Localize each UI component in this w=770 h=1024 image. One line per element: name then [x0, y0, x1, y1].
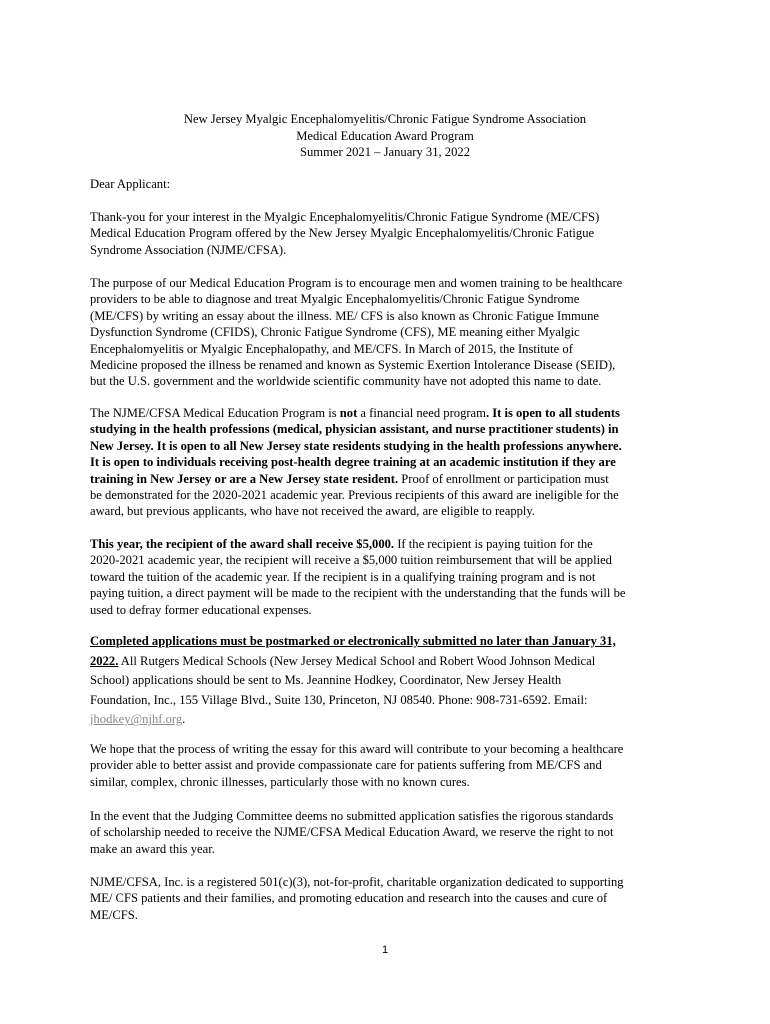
paragraph-line: The purpose of our Medical Education Program is to encourage men and women training to be healthcare [90, 276, 623, 290]
paragraph-line: ME/CFS. [90, 907, 138, 922]
paragraph-line: award, but previous applicants, who have not received the award, are eligible to reapply. [90, 504, 536, 519]
deadline-emphasis: Completed applications must be postmarked or electronically submitted no later than January 31, [90, 634, 616, 648]
paragraph-line: School) applications should be sent to Ms. Jeannine Hodkey, Coordinator, New Jersey Health [90, 673, 562, 688]
paragraph-line: NJME/CFSA, Inc. is a registered 501(c)(3), not-for-profit, charitable organization dedicated to supporting [90, 875, 624, 889]
paragraph-line: but the U.S. government and the worldwide scientific community have not adopted this name to date. [90, 374, 602, 389]
paragraph-line: In the event that the Judging Committee deems no submitted application satisfies the rigorous standards [90, 809, 614, 823]
paragraph-line: toward the tuition of the academic year. If the recipient is in a qualifying training program and is not [90, 569, 596, 584]
paragraph-line: It is open to individuals receiving post-health degree training at an academic institution if they are [90, 455, 616, 470]
paragraph-line: We hope that the process of writing the essay for this award will contribute to your becoming a healthcare [90, 742, 624, 756]
paragraph-line: (ME/CFS) by writing an essay about the illness. ME/ CFS is also known as Chronic Fatigue Immune [90, 308, 599, 323]
salutation [90, 176, 690, 192]
text-run: Proof of enrollment or participation must [398, 471, 609, 486]
paragraph-organization [90, 874, 690, 923]
paragraph-line [90, 471, 690, 487]
paragraph-award-amount [90, 536, 690, 618]
paragraph-line: providers to be able to diagnose and treat Myalgic Encephalomyelitis/Chronic Fatigue Syndrome [90, 292, 580, 307]
paragraph-line: of scholarship needed to receive the NJME/CFSA Medical Education Award, we reserve the right to not [90, 825, 614, 840]
paragraph-purpose [90, 275, 690, 390]
text-run: All Rutgers Medical Schools (New Jersey Medical School and Robert Wood Johnson Medical [118, 653, 596, 668]
award-amount-emphasis: This year, the recipient of the award shall receive $5,000. [90, 537, 395, 551]
deadline-year: 2022. [90, 653, 119, 668]
text-run: . [182, 712, 186, 727]
association-name: New Jersey Myalgic Encephalomyelitis/Chronic Fatigue Syndrome Association [183, 112, 587, 126]
paragraph-line: New Jersey. It is open to all New Jersey state residents studying in the health professions anywhere. [90, 438, 622, 453]
emphasis-text: . It is open to all students [485, 406, 620, 420]
paragraph-line: Thank-you for your interest in the Myalgic Encephalomyelitis/Chronic Fatigue Syndrome (ME/CFS) [90, 210, 600, 224]
paragraph-line: ME/ CFS patients and their families, and promoting education and research into the causes and cure of [90, 891, 608, 906]
paragraph-submission [90, 632, 690, 730]
program-name: Medical Education Award Program [296, 128, 474, 143]
paragraph-judging [90, 808, 690, 857]
paragraph-line [90, 652, 690, 672]
paragraph-line: 2020-2021 academic year, the recipient will receive a $5,000 tuition reimbursement that will be applied [90, 553, 612, 568]
paragraph-line: Medical Education Program offered by the New Jersey Myalgic Encephalomyelitis/Chronic Fatigue [90, 226, 595, 241]
text-run: If the recipient is paying tuition for the [394, 537, 593, 551]
paragraph-line: paying tuition, a direct payment will be made to the recipient with the understanding that the funds will be [90, 586, 626, 601]
text-run: The NJME/CFSA Medical Education Program is [90, 406, 340, 420]
paragraph-line: Dysfunction Syndrome (CFIDS), Chronic Fatigue Syndrome (CFS), ME meaning either Myalgic [90, 325, 580, 340]
emphasis-text: training in New Jersey or are a New Jersey state resident. [90, 471, 399, 486]
page-number: 1 [381, 944, 389, 956]
text-run: a financial need program [357, 406, 486, 420]
paragraph-line: Encephalomyelitis or Myalgic Encephalopathy, and ME/CFS. In March of 2015, the Institute of [90, 341, 573, 356]
paragraph-intro [90, 209, 690, 258]
paragraph-line [90, 710, 690, 730]
paragraph-line: make an award this year. [90, 841, 215, 856]
paragraph-line: similar, complex, chronic illnesses, particularly those with no known cures. [90, 774, 470, 789]
document-header [0, 111, 770, 161]
paragraph-line: studying in the health professions (medical, physician assistant, and nurse practitioner students) in [90, 422, 619, 437]
paragraph-eligibility [90, 405, 690, 520]
paragraph-line [90, 405, 690, 421]
email-link[interactable]: jhodkey@njhf.org [90, 712, 183, 727]
program-period: Summer 2021 – January 31, 2022 [300, 145, 470, 160]
paragraph-line: Syndrome Association (NJME/CFSA). [90, 242, 287, 257]
paragraph-line [90, 536, 690, 552]
paragraph-line: used to defray former educational expenses. [90, 602, 312, 617]
paragraph-hope [90, 741, 690, 790]
emphasis-not: not [339, 406, 358, 420]
paragraph-line: Foundation, Inc., 155 Village Blvd., Suite 130, Princeton, NJ 08540. Phone: 908-731-6592. Email: [90, 692, 588, 707]
paragraph-line: provider able to better assist and provide compassionate care for patients suffering from ME/CFS and [90, 758, 602, 773]
paragraph-line: Medicine proposed the illness be renamed and known as Systemic Exertion Intolerance Disease (SEID), [90, 358, 616, 373]
salutation-text: Dear Applicant: [90, 177, 171, 191]
paragraph-line: be demonstrated for the 2020-2021 academic year. Previous recipients of this award are ineligible for the [90, 488, 619, 503]
